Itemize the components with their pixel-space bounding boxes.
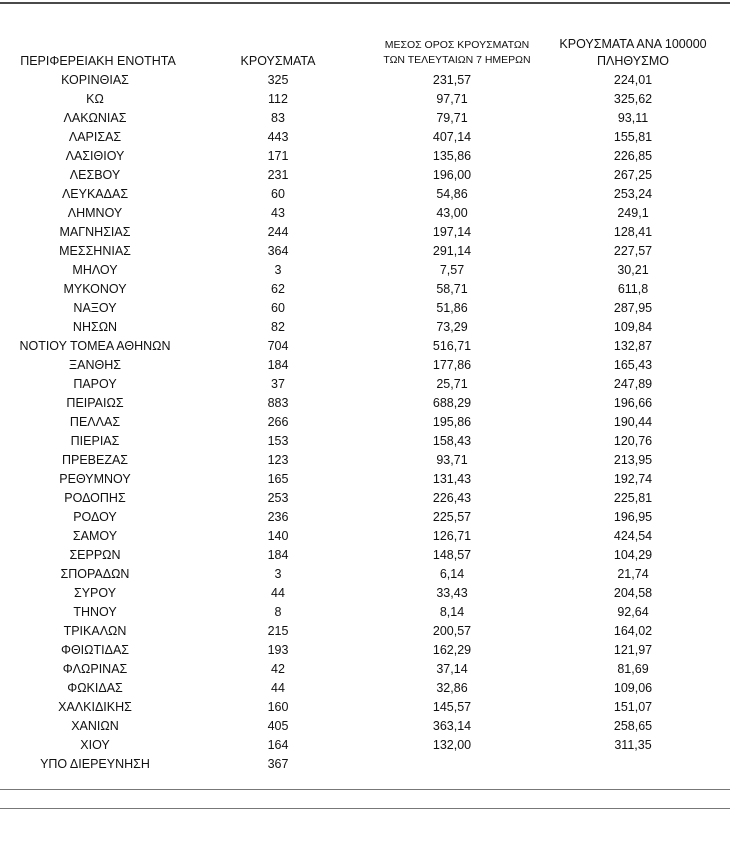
per-100000-cell: 120,76 [613,434,653,448]
per-100000-cell: 192,74 [613,472,653,486]
table-row [0,318,734,337]
table-row [0,90,734,109]
cases-cell: 405 [267,719,289,733]
table-row [0,717,734,736]
region-cell: ΣΑΜΟΥ [72,529,118,543]
avg-7day-cell: 73,29 [436,320,468,334]
avg-7day-cell: 158,43 [432,434,472,448]
table-row [0,261,734,280]
table-row [0,356,734,375]
table-row [0,185,734,204]
table-row [0,242,734,261]
per-100000-cell: 196,95 [613,510,653,524]
region-cell: ΛΕΣΒΟΥ [69,168,121,182]
cases-cell: 123 [267,453,289,467]
table-row [0,375,734,394]
table-row [0,698,734,717]
region-cell: ΥΠΟ ΔΙΕΡΕΥΝΗΣΗ [40,757,150,771]
cases-cell: 82 [271,320,285,334]
region-cell: ΚΟΡΙΝΘΙΑΣ [61,73,129,87]
table-row [0,109,734,128]
region-cell: ΠΙΕΡΙΑΣ [70,434,120,448]
table-row [0,603,734,622]
cases-cell: 883 [267,396,289,410]
region-cell: ΦΘΙΩΤΙΔΑΣ [60,643,130,657]
per-100000-cell: 190,44 [613,415,653,429]
region-cell: ΡΟΔΟΠΗΣ [64,491,126,505]
per-100000-cell: 109,84 [613,320,653,334]
avg-7day-cell: 148,57 [432,548,472,562]
region-cell: ΣΠΟΡΑΔΩΝ [60,567,130,581]
region-cell: ΦΛΩΡΙΝΑΣ [62,662,128,676]
avg-7day-cell: 8,14 [439,605,465,619]
cases-cell: 704 [267,339,289,353]
avg-7day-cell: 58,71 [436,282,468,296]
cases-cell: 165 [267,472,289,486]
cases-cell: 37 [271,377,285,391]
cases-cell: 3 [274,567,282,581]
per-100000-cell: 249,1 [617,206,649,220]
avg-7day-cell: 196,00 [432,168,472,182]
avg-7day-cell: 688,29 [432,396,472,410]
table-row [0,71,734,90]
avg-7day-cell: 177,86 [432,358,472,372]
per-100000-cell: 93,11 [617,111,649,125]
region-cell: ΣΕΡΡΩΝ [69,548,121,562]
avg-7day-cell: 97,71 [436,92,468,106]
per-100000-cell: 253,24 [613,187,653,201]
header-region: ΠΕΡΙΦΕΡΕΙΑΚΗ ΕΝΟΤΗΤΑ [20,54,176,68]
region-cell: ΛΑΚΩΝΙΑΣ [63,111,127,125]
cases-cell: 153 [267,434,289,448]
bottom-rule [0,789,730,790]
per-100000-cell: 92,64 [617,605,649,619]
table-row [0,527,734,546]
cases-cell: 8 [274,605,282,619]
table-header [0,36,734,70]
table-row [0,147,734,166]
cases-cell: 244 [267,225,289,239]
per-100000-cell: 204,58 [613,586,653,600]
cases-cell: 231 [267,168,289,182]
per-100000-cell: 227,57 [613,244,653,258]
per-100000-cell: 325,62 [613,92,653,106]
table-row [0,470,734,489]
per-100000-cell: 611,8 [617,282,649,296]
header-per-line1: ΚΡΟΥΣΜΑΤΑ ΑΝΑ 100000 [559,37,707,51]
cases-cell: 236 [267,510,289,524]
cases-cell: 42 [271,662,285,676]
avg-7day-cell: 145,57 [432,700,472,714]
top-rule [0,2,730,4]
table-row [0,128,734,147]
region-cell: ΛΕΥΚΑΔΑΣ [61,187,129,201]
region-cell: ΤΗΝΟΥ [73,605,117,619]
avg-7day-cell: 132,00 [432,738,472,752]
cases-cell: 367 [267,757,289,771]
per-100000-cell: 104,29 [613,548,653,562]
avg-7day-cell: 363,14 [432,719,472,733]
region-cell: ΛΗΜΝΟΥ [67,206,123,220]
avg-7day-cell: 195,86 [432,415,472,429]
cases-cell: 43 [271,206,285,220]
avg-7day-cell: 51,86 [436,301,468,315]
region-cell: ΜΥΚΟΝΟΥ [63,282,127,296]
table-row [0,413,734,432]
header-avg [352,38,562,68]
cases-cell: 325 [267,73,289,87]
region-cell: ΧΑΛΚΙΔΙΚΗΣ [58,700,132,714]
region-cell: ΤΡΙΚΑΛΩΝ [63,624,127,638]
cases-cell: 164 [267,738,289,752]
avg-7day-cell: 200,57 [432,624,472,638]
table-row [0,204,734,223]
region-cell: ΠΡΕΒΕΖΑΣ [61,453,129,467]
avg-7day-cell: 43,00 [436,206,468,220]
region-cell: ΠΑΡΟΥ [73,377,117,391]
avg-7day-cell: 231,57 [432,73,472,87]
cases-cell: 364 [267,244,289,258]
region-cell: ΜΑΓΝΗΣΙΑΣ [59,225,131,239]
cases-cell: 184 [267,358,289,372]
avg-7day-cell: 135,86 [432,149,472,163]
avg-7day-cell: 131,43 [432,472,472,486]
cases-cell: 140 [267,529,289,543]
table-row [0,394,734,413]
cases-cell: 60 [271,301,285,315]
region-cell: ΜΕΣΣΗΝΙΑΣ [59,244,131,258]
avg-7day-cell: 226,43 [432,491,472,505]
cases-cell: 44 [271,586,285,600]
region-cell: ΧΑΝΙΩΝ [71,719,119,733]
region-cell: ΣΥΡΟΥ [73,586,117,600]
per-100000-cell: 213,95 [613,453,653,467]
table-row [0,299,734,318]
avg-7day-cell: 6,14 [439,567,465,581]
cases-cell: 112 [268,92,288,106]
bottom-rule-2 [0,808,730,809]
region-cell: ΡΕΘΥΜΝΟΥ [59,472,131,486]
header-avg-line2: ΤΩΝ ΤΕΛΕΥΤΑΙΩΝ 7 ΗΜΕΡΩΝ [383,54,531,66]
cases-cell: 266 [267,415,289,429]
cases-cell: 443 [267,130,289,144]
table-row [0,584,734,603]
table-row [0,736,734,755]
region-cell: ΠΕΛΛΑΣ [69,415,121,429]
per-100000-cell: 165,43 [613,358,653,372]
region-cell: ΡΟΔΟΥ [73,510,117,524]
per-100000-cell: 287,95 [613,301,653,315]
avg-7day-cell: 291,14 [432,244,472,258]
region-cell: ΛΑΣΙΘΙΟΥ [65,149,125,163]
avg-7day-cell: 162,29 [432,643,472,657]
per-100000-cell: 258,65 [613,719,653,733]
region-cell: ΝΟΤΙΟΥ ΤΟΜΕΑ ΑΘΗΝΩΝ [19,339,171,353]
header-cases: ΚΡΟΥΣΜΑΤΑ [240,54,316,68]
table-row [0,546,734,565]
region-cell: ΜΗΛΟΥ [72,263,118,277]
avg-7day-cell: 54,86 [436,187,468,201]
avg-7day-cell: 225,57 [432,510,472,524]
avg-7day-cell: 197,14 [432,225,472,239]
per-100000-cell: 128,41 [613,225,653,239]
region-cell: ΝΑΞΟΥ [73,301,117,315]
per-100000-cell: 225,81 [613,491,653,505]
per-100000-cell: 164,02 [613,624,653,638]
avg-7day-cell: 93,71 [436,453,468,467]
header-per-line2: ΠΛΗΘΥΣΜΟ [597,54,669,68]
cases-cell: 60 [271,187,285,201]
region-cell: ΝΗΣΩΝ [72,320,118,334]
avg-7day-cell: 126,71 [432,529,472,543]
per-100000-cell: 81,69 [617,662,649,676]
cases-cell: 160 [267,700,289,714]
cases-cell: 3 [274,263,282,277]
header-per-100000 [548,36,718,70]
table-row [0,489,734,508]
per-100000-cell: 247,89 [613,377,653,391]
cases-cell: 83 [271,111,285,125]
region-cell: ΠΕΙΡΑΙΩΣ [66,396,124,410]
avg-7day-cell: 37,14 [436,662,468,676]
table-row [0,641,734,660]
region-cell: ΞΑΝΘΗΣ [69,358,121,372]
table-row [0,660,734,679]
table-row [0,622,734,641]
per-100000-cell: 226,85 [613,149,653,163]
table-row [0,451,734,470]
per-100000-cell: 132,87 [613,339,653,353]
table-row [0,432,734,451]
region-cell: ΦΩΚΙΔΑΣ [67,681,123,695]
avg-7day-cell: 25,71 [436,377,468,391]
table-row [0,337,734,356]
per-100000-cell: 311,35 [614,738,652,752]
cases-cell: 184 [267,548,289,562]
per-100000-cell: 121,97 [613,643,653,657]
table-row [0,565,734,584]
per-100000-cell: 224,01 [613,73,653,87]
per-100000-cell: 109,06 [613,681,653,695]
per-100000-cell: 155,81 [613,130,653,144]
cases-cell: 171 [267,149,289,163]
table-row [0,508,734,527]
table-row [0,166,734,185]
region-cell: ΛΑΡΙΣΑΣ [68,130,122,144]
avg-7day-cell: 7,57 [439,263,465,277]
region-cell: ΧΙΟΥ [80,738,110,752]
table-row [0,223,734,242]
data-table [0,71,734,774]
cases-cell: 44 [271,681,285,695]
per-100000-cell: 30,21 [617,263,649,277]
table-row [0,280,734,299]
cases-cell: 193 [267,643,289,657]
per-100000-cell: 196,66 [613,396,653,410]
avg-7day-cell: 407,14 [432,130,472,144]
header-avg-line1: ΜΕΣΟΣ ΟΡΟΣ ΚΡΟΥΣΜΑΤΩΝ [384,39,530,51]
avg-7day-cell: 516,71 [432,339,472,353]
cases-cell: 62 [271,282,285,296]
avg-7day-cell: 33,43 [436,586,468,600]
cases-cell: 215 [267,624,289,638]
per-100000-cell: 424,54 [613,529,653,543]
per-100000-cell: 151,07 [613,700,653,714]
table-row [0,679,734,698]
avg-7day-cell: 79,71 [436,111,468,125]
cases-cell: 253 [267,491,289,505]
per-100000-cell: 267,25 [613,168,653,182]
table-row [0,755,734,774]
avg-7day-cell: 32,86 [436,681,468,695]
per-100000-cell: 21,74 [617,567,649,581]
region-cell: ΚΩ [86,92,104,106]
